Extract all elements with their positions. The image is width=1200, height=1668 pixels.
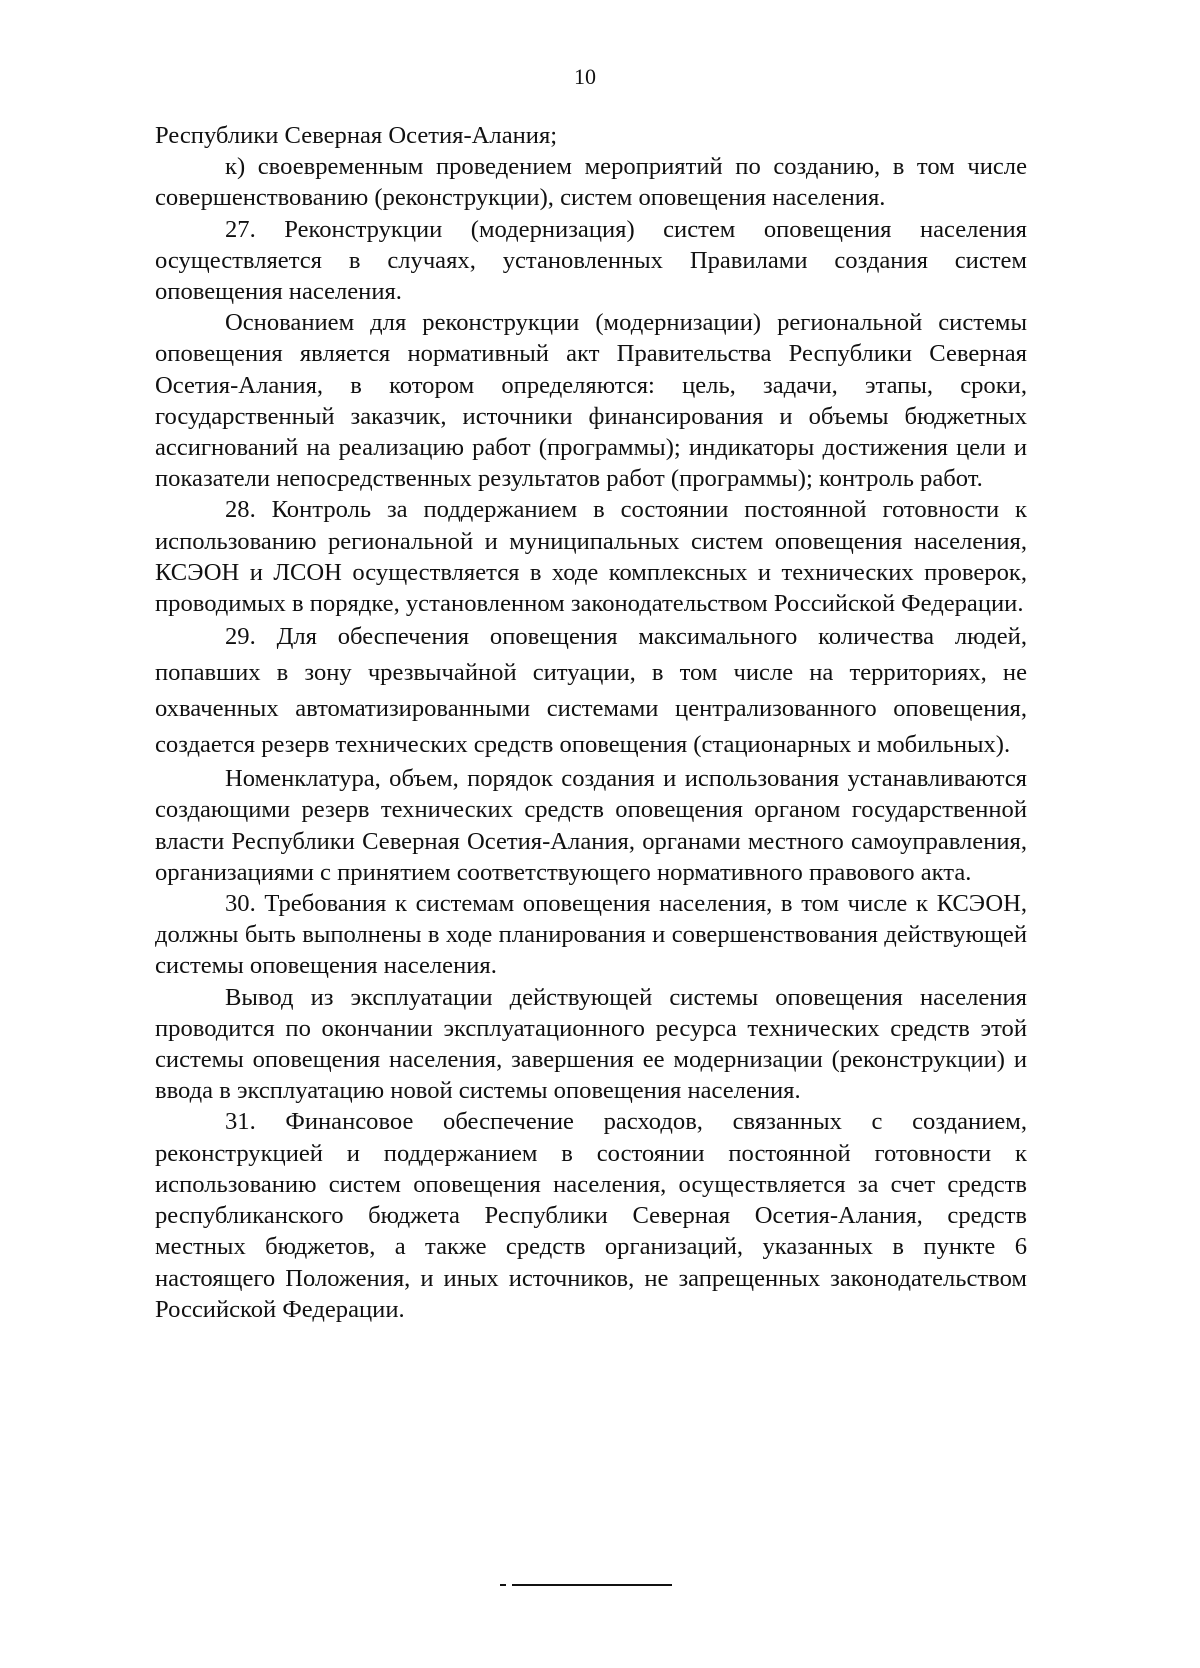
paragraph-31: 31. Финансовое обеспечение расходов, связанных с созданием, реконструкцией и поддержанием в состоянии постоянной готовности к использованию систем оповещения населения, осуществляется за счет средств республиканского бюджета Республики Северная Осетия-Алания, средств местных бюджетов, а также средств организаций, указанных в пункте 6 настоящего Положения, и иных источников, не запрещенных законодательством Российской Федерации. — [155, 1108, 1027, 1323]
end-mark-dot — [500, 1584, 506, 1586]
paragraph-29-nomenclature: Номенклатура, объем, порядок создания и использования устанавливаются создающими резерв технических средств оповещения органом государственной власти Республики Северная Осетия-Алания, органами местного самоуправления, организациями с принятием соответствующего нормативного правового акта. — [155, 765, 1027, 886]
paragraph-item-k: к) своевременным проведением мероприятий по созданию, в том числе совершенствованию (реконструкции), систем оповещения населения. — [155, 153, 1027, 212]
paragraph-30: 30. Требования к системам оповещения населения, в том числе к КСЭОН, должны быть выполнены в ходе планирования и совершенствования действующей системы оповещения населения. — [155, 890, 1027, 980]
page-number: 10 — [574, 64, 596, 89]
paragraph-30-decommission: Вывод из эксплуатации действующей системы оповещения населения проводится по окончании эксплуатационного ресурса технических средств этой системы оповещения населения, завершения ее модернизации (реконструкции) и ввода в эксплуатацию новой системы оповещения населения. — [155, 983, 1027, 1105]
end-of-document-line — [512, 1584, 672, 1586]
paragraph-29: 29. Для обеспечения оповещения максимального количества людей, попавших в зону чрезвычайной ситуации, в том числе на территориях, не охваченных автоматизированными системами централизованного оповещения, создается резерв технических средств оповещения (стационарных и мобильных). — [155, 623, 1027, 759]
document-body — [155, 120, 1027, 1325]
paragraph-28: 28. Контроль за поддержанием в состоянии постоянной готовности к использованию региональной и муниципальных систем оповещения населения, КСЭОН и ЛСОН осуществляется в ходе комплексных и технических проверок, проводимых в порядке, установленном законодательством Российской Федерации. — [155, 496, 1027, 618]
paragraph-27: 27. Реконструкции (модернизация) систем оповещения населения осуществляется в случаях, установленных Правилами создания систем оповещения населения. — [155, 215, 1027, 306]
paragraph-continuation: Республики Северная Осетия-Алания; — [155, 122, 558, 149]
paragraph-27-basis: Основанием для реконструкции (модернизации) региональной системы оповещения является нормативный акт Правительства Республики Северная Осетия-Алания, в котором определяются: цель, задачи, этапы, сроки, государственный заказчик, источники финансирования и объемы бюджетных ассигнований на реализацию работ (программы); индикаторы достижения цели и показатели непосредственных результатов работ (программы); контроль работ. — [155, 309, 1027, 493]
